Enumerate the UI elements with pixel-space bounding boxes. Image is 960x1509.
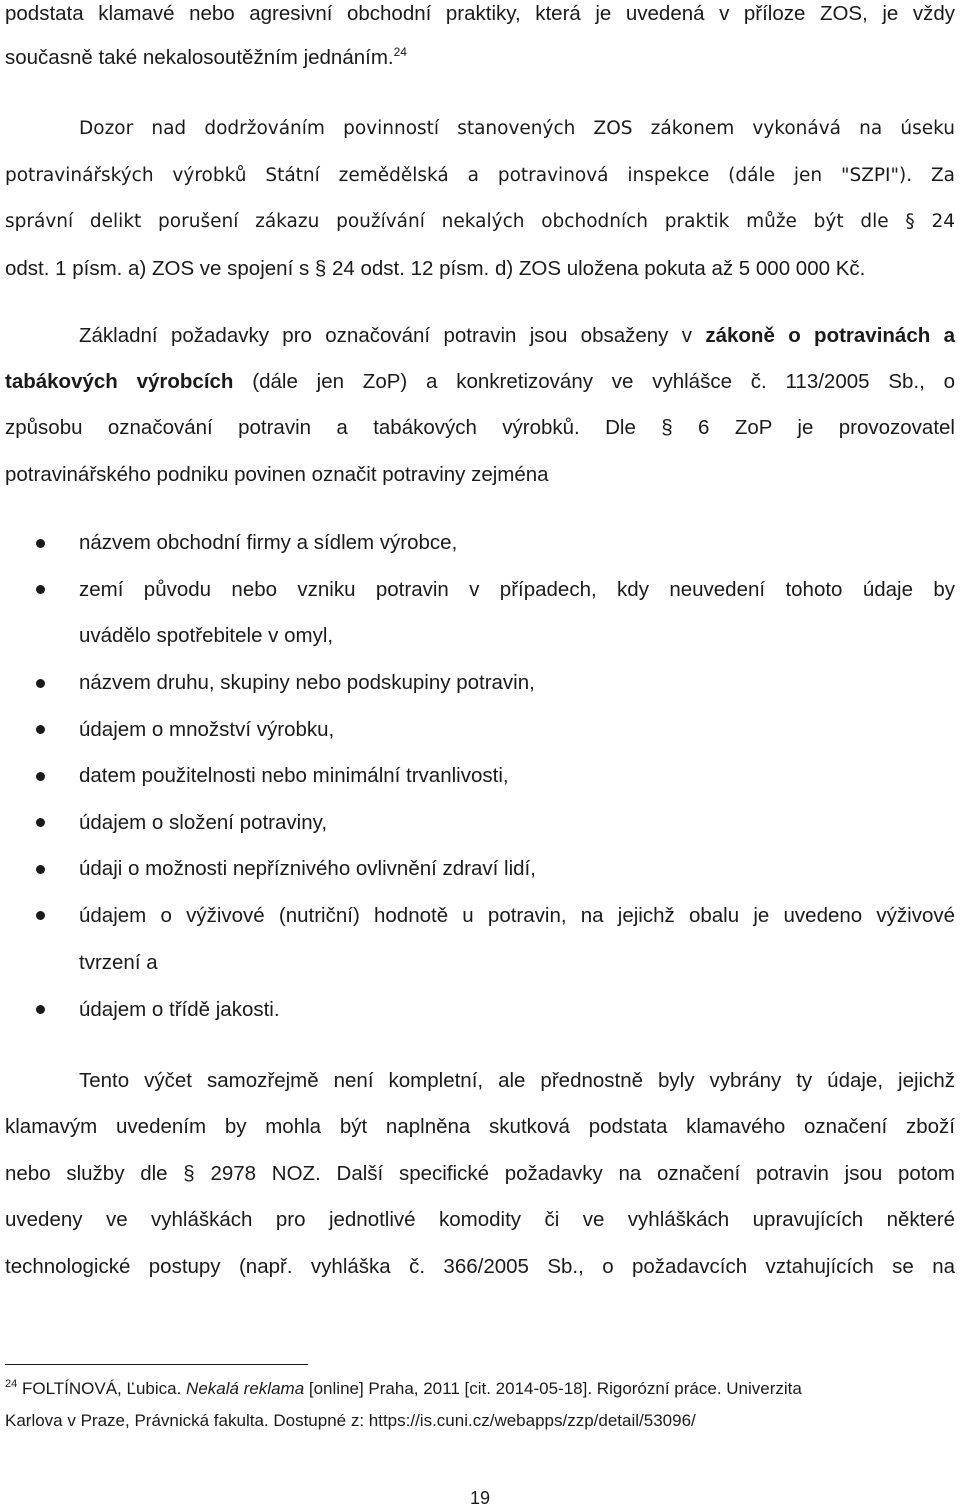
page-number: 19 xyxy=(469,1488,491,1508)
bullet-dot xyxy=(36,679,45,688)
footnote-title: Nekalá reklama xyxy=(186,1379,305,1398)
footnote-author: FOLTÍNOVÁ, Ľubica. xyxy=(17,1379,187,1398)
para2-line3: správní delikt porušení zákazu používání nekalých obchodních praktik může být dle § 24 xyxy=(5,211,955,232)
para3-line4: potravinářského podniku povinen označit potraviny zejména xyxy=(5,463,549,486)
para4-line1: Tento výčet samozřejmě není kompletní, ale přednostně byly vybrány ty údaje, jejichž xyxy=(79,1069,955,1092)
list-item: údajem o složení potraviny, xyxy=(79,811,328,834)
para2-line1: Dozor nad dodržováním povinností stanovených ZOS zákonem vykonává na úseku xyxy=(79,118,955,139)
para3-line3-text: způsobu označování potravin a tabákových výrobků. xyxy=(5,416,580,439)
footnote-details: [online] Praha, 2011 [cit. 2014-05-18]. Rigorózní práce. Univerzita xyxy=(304,1379,802,1398)
para3-line3 xyxy=(5,414,955,442)
para1-line2-text: současně také nekalosoutěžním jednáním. xyxy=(5,46,394,69)
para3-line2-end: , o xyxy=(919,370,956,393)
footnote-line2: Karlova v Praze, Právnická fakulta. Dostupné z: https://is.cuni.cz/webapps/zzp/detail/53096/ xyxy=(5,1411,696,1430)
bullet-dot xyxy=(36,539,45,548)
list-item: názvem druhu, skupiny nebo podskupiny potravin, xyxy=(79,671,535,694)
footnote-line1 xyxy=(5,1378,955,1400)
para2-line2: potravinářských výrobků Státní zemědělská a potravinová inspekce (dále jen "SZPI"). Za xyxy=(5,165,955,186)
list-item: údajem o množství výrobku, xyxy=(79,718,335,741)
para3-law-name-cont: tabákových výrobcích xyxy=(5,370,234,393)
list-item: údaji o možnosti nepříznivého ovlivnění zdraví lidí, xyxy=(79,857,536,880)
para3-line2 xyxy=(5,368,955,396)
para4-line3: nebo služby dle § 2978 NOZ. Další specifické požadavky na označení potravin jsou potom xyxy=(5,1162,955,1185)
para4-line4: uvedeny ve vyhláškách pro jednotlivé komodity či ve vyhláškách upravujících některé xyxy=(5,1208,955,1231)
list-item: datem použitelnosti nebo minimální trvanlivosti, xyxy=(79,764,509,787)
footnote-ref: 24 xyxy=(393,45,407,59)
list-item: názvem obchodní firmy a sídlem výrobce, xyxy=(79,531,458,554)
bullet-dot xyxy=(36,911,45,920)
footnote-separator xyxy=(5,1364,308,1365)
para4-line2: klamavým uvedením by mohla být naplněna skutková podstata klamavého označení zboží xyxy=(5,1115,955,1138)
para1-line2 xyxy=(5,44,955,72)
list-item: zemí původu nebo vzniku potravin v případech, kdy neuvedení tohoto údaje by xyxy=(79,578,955,601)
para1-line1: podstata klamavé nebo agresivní obchodní praktiky, která je uvedená v příloze ZOS, je vždy xyxy=(5,2,955,25)
para3-line1 xyxy=(79,322,955,350)
para3-line3-end: Dle § 6 ZoP je provozovatel xyxy=(579,416,955,439)
list-item-continuation: uvádělo spotřebitele v omyl, xyxy=(79,624,334,647)
footnote-number: 24 xyxy=(5,1378,18,1390)
list-item-continuation: tvrzení a xyxy=(79,951,158,974)
para3-line1-text: Základní požadavky pro označování potravin jsou obsaženy v xyxy=(79,324,706,347)
para3-line2-text: (dále jen ZoP) a konkretizovány ve vyhlášce č. 113/2005 Sb. xyxy=(233,370,920,393)
bullet-dot xyxy=(36,865,45,874)
bullet-dot xyxy=(36,725,45,734)
list-item: údajem o třídě jakosti. xyxy=(79,998,280,1021)
para4-line5: technologické postupy (např. vyhláška č. 366/2005 Sb., o požadavcích vztahujících se na xyxy=(5,1255,955,1278)
bullet-dot xyxy=(36,772,45,781)
para3-law-name: zákoně o potravinách a xyxy=(705,324,955,347)
list-item: údajem o výživové (nutriční) hodnotě u potravin, na jejichž obalu je uvedeno výživové xyxy=(79,904,955,927)
bullet-dot xyxy=(36,818,45,827)
para2-line4: odst. 1 písm. a) ZOS ve spojení s § 24 odst. 12 písm. d) ZOS uložena pokuta až 5 000 000 Kč. xyxy=(5,257,866,280)
bullet-dot xyxy=(36,585,45,594)
bullet-dot xyxy=(36,1005,45,1014)
